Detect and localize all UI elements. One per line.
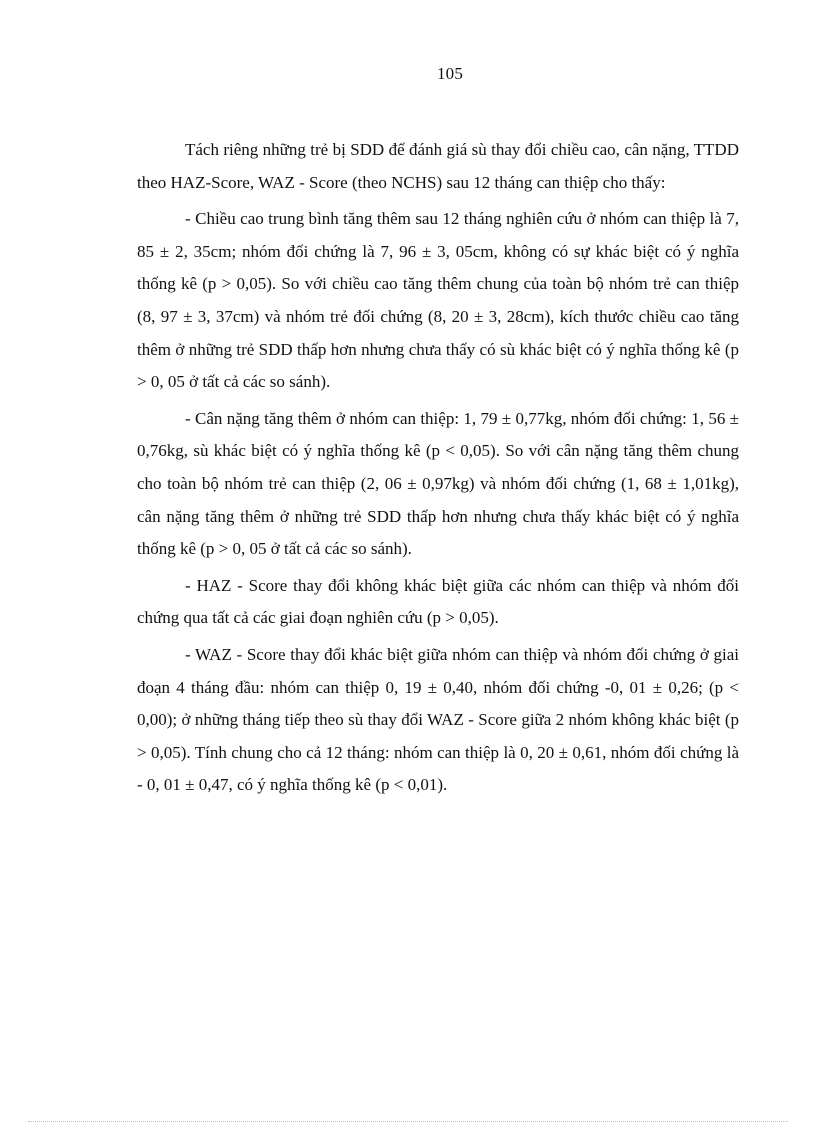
paragraph-waz-score: - WAZ - Score thay đổi khác biệt giữa nhóm can thiệp và nhóm đối chứng ở giai đoạn 4 tháng đầu: nhóm can thiệp 0, 19 ± 0,40, nhóm đối chứng -0, 01 ± 0,26; (p < 0,00); ở những tháng tiếp theo sù thay đổi WAZ - Score giữa 2 nhóm không khác biệt (p > 0,05). Tính chung cho cả 12 tháng: nhóm can thiệp là 0, 20 ± 0,61, nhóm đối chứng là - 0, 01 ± 0,47, có ý nghĩa thống kê (p < 0,01). bbox=[137, 644, 739, 795]
page-bottom-divider bbox=[28, 1121, 788, 1122]
document-body bbox=[137, 134, 739, 806]
page-number: 105 bbox=[436, 64, 464, 83]
paragraph-height-change: - Chiều cao trung bình tăng thêm sau 12 tháng nghiên cứu ở nhóm can thiệp là 7, 85 ± 2, 35cm; nhóm đối chứng là 7, 96 ± 3, 05cm, không có sự khác biệt có ý nghĩa thống kê (p > 0,05). So với chiều cao tăng thêm chung của toàn bộ nhóm trẻ can thiệp (8, 97 ± 3, 37cm) và nhóm trẻ đối chứng (8, 20 ± 3, 28cm), kích thước chiều cao tăng thêm ở những trẻ SDD thấp hơn nhưng chưa thấy có sù khác biệt có ý nghĩa thống kê (p > 0, 05 ở tất cả các so sánh). bbox=[137, 209, 739, 392]
paragraph-weight-change: - Cân nặng tăng thêm ở nhóm can thiệp: 1, 79 ± 0,77kg, nhóm đối chứng: 1, 56 ± 0,76kg, sù khác biệt có ý nghĩa thống kê (p < 0,05). So với cân nặng tăng thêm chung cho toàn bộ nhóm trẻ can thiệp (2, 06 ± 0,97kg) và nhóm đối chứng (1, 68 ± 1,01kg), cân nặng tăng thêm ở những trẻ SDD thấp hơn nhưng chưa thấy khác biệt có ý nghĩa thống kê (p > 0, 05 ở tất cả các so sánh). bbox=[137, 408, 739, 559]
paragraph-intro: Tách riêng những trẻ bị SDD để đánh giá sù thay đổi chiều cao, cân nặng, TTDD theo HAZ-Score, WAZ - Score (theo NCHS) sau 12 tháng can thiệp cho thấy: bbox=[137, 140, 739, 192]
paragraph-haz-score: - HAZ - Score thay đổi không khác biệt giữa các nhóm can thiệp và nhóm đối chứng qua tất cả các giai đoạn nghiên cứu (p > 0,05). bbox=[137, 575, 739, 628]
